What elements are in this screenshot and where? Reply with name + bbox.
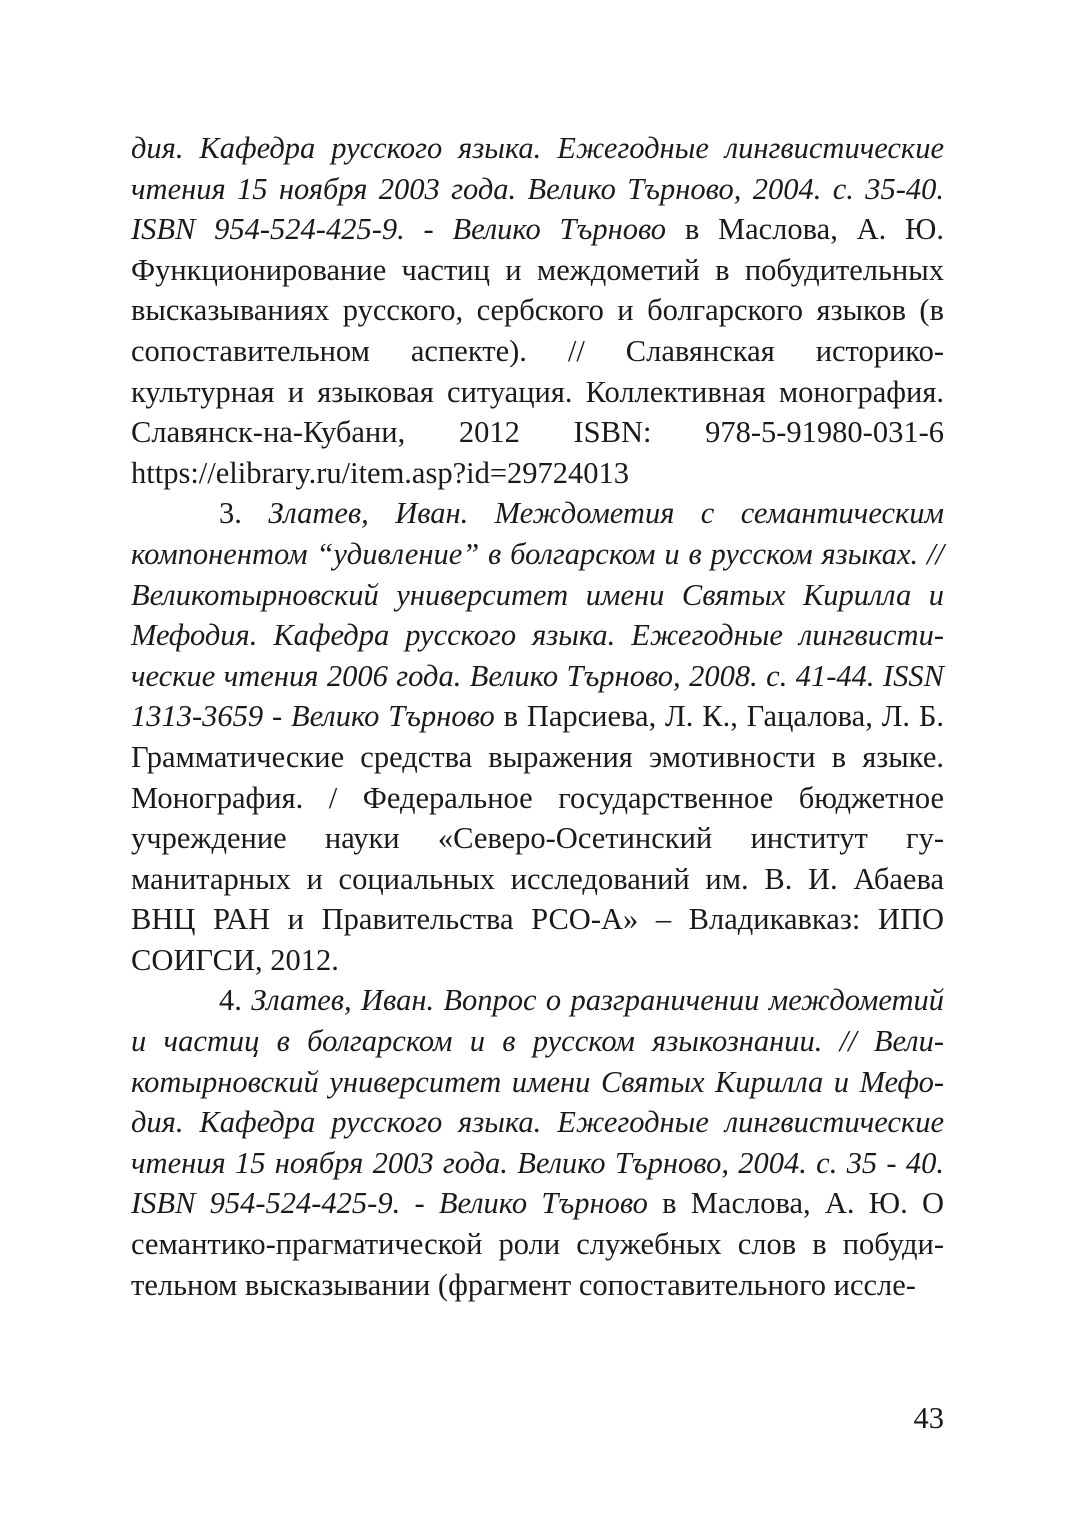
citation-source-italic: дия. Кафедра русского языка. Ежегодные лингвистические чтения 15 ноября 2003 года. Велико Търново, 2004. с. 35-40. ISBN 954-524-425-9. - Велико Търново [131, 131, 944, 247]
entry-continuation [131, 128, 944, 493]
citation-target-text: в Маслова, А. Ю. Функционирование частиц и междометий в побудительных высказываниях русского, сербского и болгарского языков (в сопоставительном аспекте). // Славянская историко-культурная и языковая ситуация. Коллективная монография. Славянск-на-Кубани, 2012 ISBN: 978-5-91980-031-6 https://elibrary.ru/item.asp?id=29724013 [131, 212, 944, 490]
citation-target-text: в Парсиева, Л. К., Гацалова, Л. Б. Грамматические средства выражения эмотивности в языке. Монография. / Федеральное государственное бюджетное учреждение науки «Северо-Осетинский институт гуманитарных и социальных исследований им. В. И. Абаева ВНЦ РАН и Правительства РСО-А» – Владикавказ: ИПО СОИГСИ, 2012. [131, 699, 945, 977]
bibliography-entry-3 [131, 493, 944, 980]
citation-source-italic: Златев, Иван. Междометия с семантическим компонентом “удивление” в болгарском и в русском языках. // Великотырновский университет имени Святых Кирилла и Мефодия. Кафедра русского языка. Ежегодные лингвистические чтения 2006 года. Велико Търново, 2008. с. 41-44. ISSN 1313-3659 - Велико Търново [131, 496, 945, 734]
page-number: 43 [913, 1401, 944, 1435]
entry-number: 3. [219, 496, 242, 531]
entry-number: 4. [219, 983, 242, 1018]
page-body [131, 128, 944, 1305]
bibliography-entry-4 [131, 980, 944, 1305]
citation-source-italic: Златев, Иван. Вопрос о разграничении междометий и частиц в болгарском и в русском языкознании. // Великотырновский университет имени Святых Кирилла и Мефодия. Кафедра русского языка. Ежегодные лингвистические чтения 15 ноября 2003 года. Велико Търново, 2004. с. 35 - 40. ISBN 954-524-425-9. - Велико Търново [131, 983, 944, 1221]
citation-target-text: в Маслова, А. Ю. О семантико-прагматической роли служебных слов в побудительном высказывании (фрагмент сопоставительного иссле- [131, 1186, 944, 1302]
